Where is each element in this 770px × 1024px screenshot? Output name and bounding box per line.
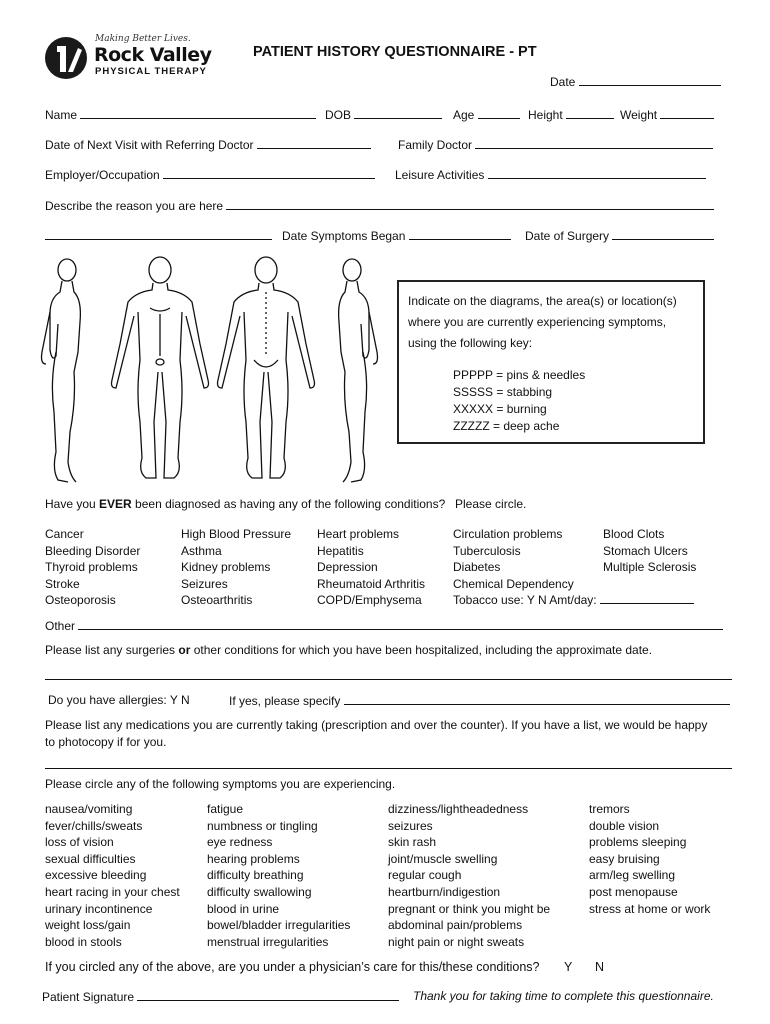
conditions-column-5[interactable] xyxy=(603,526,696,576)
weight-field[interactable] xyxy=(620,107,714,122)
conditions-column-2[interactable] xyxy=(181,526,291,609)
body-figure-front xyxy=(112,257,209,478)
symptom-option[interactable]: night pain or night sweats xyxy=(388,934,525,949)
logo-tagline: Making Better Lives. xyxy=(95,34,191,44)
surgery-date-field[interactable] xyxy=(525,228,714,243)
logo-brand: Rock Valley xyxy=(94,44,212,66)
condition-option[interactable]: High Blood Pressure xyxy=(181,527,292,541)
symptom-option[interactable]: pregnant or think you might be xyxy=(388,901,551,916)
key-deep-ache: ZZZZZ = deep ache xyxy=(453,419,560,433)
symptom-option[interactable]: regular cough xyxy=(388,868,462,883)
leisure-field[interactable] xyxy=(395,167,706,182)
surgeries-answer-line[interactable] xyxy=(45,679,732,680)
conditions-prompt: Have you EVER been diagnosed as having any of the following conditions? xyxy=(45,497,446,511)
leisure-label: Leisure Activities xyxy=(395,168,485,182)
symptom-option[interactable]: loss of vision xyxy=(45,835,114,850)
symptom-option[interactable]: difficulty breathing xyxy=(207,868,304,883)
condition-option[interactable]: Osteoarthritis xyxy=(181,593,253,608)
dob-label: DOB xyxy=(325,108,352,122)
date-label: Date xyxy=(550,75,576,89)
symptoms-prompt: Please circle any of the following symptoms you are experiencing. xyxy=(45,777,396,791)
symptom-option[interactable]: seizures xyxy=(388,818,433,833)
symptom-option[interactable]: joint/muscle swelling xyxy=(388,851,498,866)
symptom-option[interactable]: urinary incontinence xyxy=(45,901,153,916)
reason-field[interactable] xyxy=(45,198,714,213)
symptom-option[interactable]: heart racing in your chest xyxy=(45,884,180,899)
symptom-option[interactable]: nausea/vomiting xyxy=(45,802,133,816)
symptom-option[interactable]: problems sleeping xyxy=(589,835,687,850)
logo-mark-icon xyxy=(44,36,88,80)
condition-option[interactable]: Bleeding Disorder xyxy=(45,543,141,558)
height-field[interactable] xyxy=(528,107,614,122)
page-title: PATIENT HISTORY QUESTIONNAIRE - PT xyxy=(253,44,537,60)
symptom-option[interactable]: skin rash xyxy=(388,835,437,850)
conditions-column-1[interactable] xyxy=(45,526,140,609)
symptom-option[interactable]: menstrual irregularities xyxy=(207,934,329,949)
body-figure-left-side xyxy=(42,259,81,482)
physician-care-yes[interactable]: Y xyxy=(564,960,573,974)
name-label: Name xyxy=(45,108,78,122)
symptoms-column-3[interactable] xyxy=(388,801,550,950)
medications-prompt-line-1: Please list any medications you are currently taking (prescription and over the counter). If you have a list, we would be happy xyxy=(45,718,708,732)
symptoms-column-1[interactable] xyxy=(45,801,180,950)
condition-option[interactable]: Kidney problems xyxy=(181,560,271,575)
condition-option[interactable]: Heart problems xyxy=(317,527,400,541)
medications-prompt-line-2: to photocopy if for you. xyxy=(45,735,167,749)
family-doctor-field[interactable] xyxy=(398,137,713,152)
next-visit-label: Date of Next Visit with Referring Doctor xyxy=(45,138,254,152)
condition-option[interactable]: Asthma xyxy=(181,543,222,558)
other-label: Other xyxy=(45,619,76,633)
height-label: Height xyxy=(528,108,563,122)
symptom-option[interactable]: numbness or tingling xyxy=(207,818,318,833)
symptom-option[interactable]: blood in stools xyxy=(45,934,122,949)
date-field[interactable] xyxy=(550,74,721,89)
key-pins-needles: PPPPP = pins & needles xyxy=(453,368,586,382)
key-intro-line-2: where you are currently experiencing symptoms, xyxy=(408,315,667,329)
symptom-option[interactable]: eye redness xyxy=(207,835,273,850)
symptom-option[interactable]: weight loss/gain xyxy=(45,918,131,933)
symptom-option[interactable]: fever/chills/sweats xyxy=(45,818,143,833)
thank-you-note: Thank you for taking time to complete this questionnaire. xyxy=(413,989,714,1003)
condition-option[interactable]: Blood Clots xyxy=(603,527,665,541)
medications-answer-line[interactable] xyxy=(45,768,732,769)
condition-option[interactable]: Tuberculosis xyxy=(453,543,521,558)
symptom-option[interactable]: post menopause xyxy=(589,884,678,899)
dob-field[interactable] xyxy=(325,107,442,122)
symptom-option[interactable]: dizziness/lightheadedness xyxy=(388,802,529,816)
symptom-option[interactable]: arm/leg swelling xyxy=(589,868,676,883)
condition-option[interactable]: COPD/Emphysema xyxy=(317,593,422,608)
symptoms-column-2[interactable] xyxy=(207,801,350,950)
other-conditions-field[interactable] xyxy=(45,618,723,633)
symptom-option[interactable]: easy bruising xyxy=(589,851,660,866)
tobacco-option[interactable]: Tobacco use: Y N Amt/day: xyxy=(453,592,694,609)
reason-label: Describe the reason you are here xyxy=(45,199,224,213)
symptom-option[interactable]: excessive bleeding xyxy=(45,868,147,883)
key-intro-line-1: Indicate on the diagrams, the area(s) or location(s) xyxy=(408,294,677,308)
symptom-option[interactable]: sexual difficulties xyxy=(45,851,136,866)
symptom-option[interactable]: hearing problems xyxy=(207,851,300,866)
body-figure-right-side xyxy=(339,259,378,482)
symptoms-began-field[interactable] xyxy=(282,228,511,243)
condition-option[interactable]: Osteoporosis xyxy=(45,593,116,608)
next-visit-field[interactable] xyxy=(45,137,371,152)
allergies-specify-field[interactable] xyxy=(229,693,730,708)
physician-care-no[interactable]: N xyxy=(595,960,605,974)
condition-option[interactable]: Multiple Sclerosis xyxy=(603,560,697,575)
condition-option[interactable]: Stomach Ulcers xyxy=(603,543,688,558)
employer-field[interactable] xyxy=(45,167,375,182)
condition-option[interactable]: Cancer xyxy=(45,527,84,541)
symptom-option[interactable]: fatigue xyxy=(207,802,244,816)
body-figure-back xyxy=(218,257,315,478)
condition-option[interactable]: Circulation problems xyxy=(453,527,563,541)
condition-option[interactable]: Diabetes xyxy=(453,560,501,575)
allergies-question[interactable]: Do you have allergies: Y N xyxy=(48,693,190,707)
condition-option[interactable]: Seizures xyxy=(181,576,228,591)
age-label: Age xyxy=(453,108,475,122)
age-field[interactable] xyxy=(453,107,520,122)
condition-option[interactable]: Depression xyxy=(317,560,378,575)
symptom-option[interactable]: heartburn/indigestion xyxy=(388,884,501,899)
symptoms-began-label: Date Symptoms Began xyxy=(282,229,406,243)
logo-brand-sub: PHYSICAL THERAPY xyxy=(95,66,207,77)
condition-option[interactable]: Stroke xyxy=(45,576,80,591)
symptom-option[interactable]: abdominal pain/problems xyxy=(388,918,523,933)
condition-option[interactable]: Rheumatoid Arthritis xyxy=(317,576,426,591)
signature-label: Patient Signature xyxy=(42,990,135,1004)
symptom-option[interactable]: blood in urine xyxy=(207,901,280,916)
key-stabbing: SSSSS = stabbing xyxy=(453,385,553,399)
surgery-date-label: Date of Surgery xyxy=(525,229,610,243)
condition-option[interactable]: Thyroid problems xyxy=(45,560,138,575)
employer-label: Employer/Occupation xyxy=(45,168,160,182)
key-burning: XXXXX = burning xyxy=(453,402,547,416)
symptom-option[interactable]: double vision xyxy=(589,818,660,833)
conditions-column-3[interactable] xyxy=(317,526,425,609)
symptom-option[interactable]: tremors xyxy=(589,802,630,816)
allergies-specify-label: If yes, please specify xyxy=(229,694,341,708)
surgeries-prompt: Please list any surgeries or other conditions for which you have been hospitalized, including the approximate date. xyxy=(45,643,653,657)
symptom-option[interactable]: stress at home or work xyxy=(589,901,711,916)
weight-label: Weight xyxy=(620,108,658,122)
body-diagrams[interactable] xyxy=(40,252,380,492)
symptom-option[interactable]: difficulty swallowing xyxy=(207,884,312,899)
symptoms-column-4[interactable] xyxy=(589,801,710,917)
physician-care-question: If you circled any of the above, are you under a physician’s care for this/these conditions? xyxy=(45,960,540,974)
key-intro-line-3: using the following key: xyxy=(408,336,533,350)
reason-continued-field[interactable] xyxy=(45,228,272,243)
condition-option[interactable]: Chemical Dependency xyxy=(453,576,574,591)
symptom-option[interactable]: bowel/bladder irregularities xyxy=(207,918,351,933)
family-doctor-label: Family Doctor xyxy=(398,138,473,152)
name-field[interactable] xyxy=(45,107,316,122)
symptom-key-box xyxy=(397,280,705,444)
signature-field[interactable] xyxy=(42,989,399,1004)
condition-option[interactable]: Hepatitis xyxy=(317,543,364,558)
conditions-circle-instruction: Please circle. xyxy=(455,497,527,511)
